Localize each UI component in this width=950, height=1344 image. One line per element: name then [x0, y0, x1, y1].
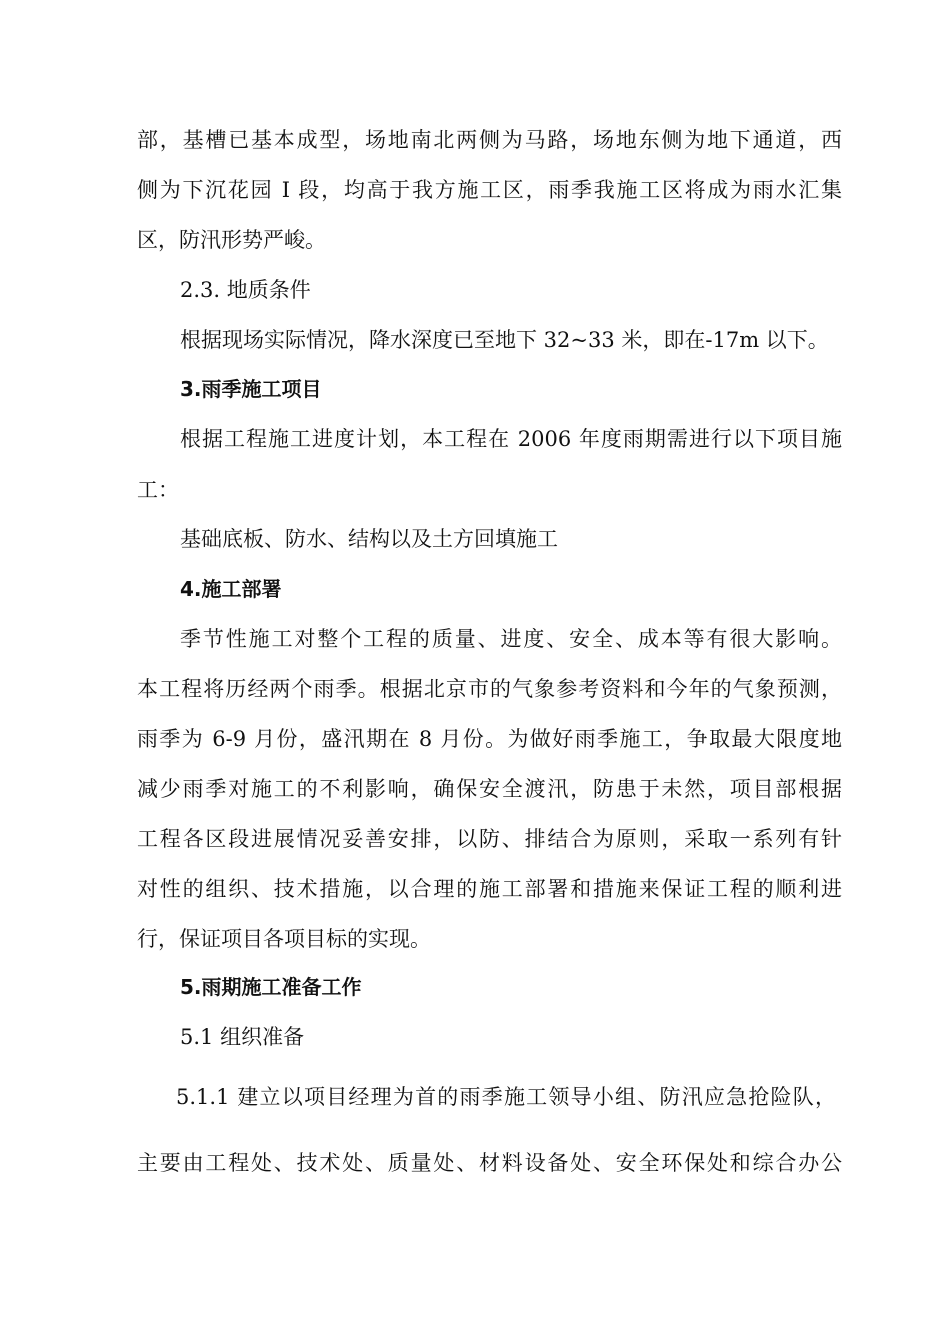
body-text-line: 行，保证项目各项目标的实现。: [137, 927, 431, 951]
body-text-line: 季节性施工对整个工程的质量、进度、安全、成本等有很大影响。: [180, 627, 842, 651]
body-text-line: 基础底板、防水、结构以及土方回填施工: [180, 527, 558, 551]
section-heading-3: 3.雨季施工项目: [180, 377, 322, 401]
body-text-line: 5.1.1 建立以项目经理为首的雨季施工领导小组、防汛应急抢险队，: [176, 1085, 836, 1109]
body-text-line: 侧为下沉花园 I 段，均高于我方施工区，雨季我施工区将成为雨水汇集: [137, 178, 842, 202]
body-text-line: 区，防汛形势严峻。: [137, 228, 326, 252]
body-text-line: 雨季为 6-9 月份，盛汛期在 8 月份。为做好雨季施工，争取最大限度地: [137, 727, 842, 751]
body-text-line: 工程各区段进展情况妥善安排，以防、排结合为原则，采取一系列有针: [137, 827, 842, 851]
body-text-line: 减少雨季对施工的不利影响，确保安全渡汛，防患于未然，项目部根据: [137, 777, 842, 801]
body-text-line: 工：: [137, 478, 179, 502]
section-heading-2-3: 2.3. 地质条件: [180, 278, 311, 302]
body-text-line: 部，基槽已基本成型，场地南北两侧为马路，场地东侧为地下通道，西: [137, 128, 842, 152]
body-text-line: 根据现场实际情况，降水深度已至地下 32~33 米，即在-17m 以下。: [180, 328, 829, 352]
section-heading-4: 4.施工部署: [180, 577, 282, 601]
body-text-line: 主要由工程处、技术处、质量处、材料设备处、安全环保处和综合办公: [137, 1151, 842, 1175]
section-heading-5: 5.雨期施工准备工作: [180, 975, 362, 999]
body-text-line: 本工程将历经两个雨季。根据北京市的气象参考资料和今年的气象预测，: [137, 677, 842, 701]
body-text-line: 对性的组织、技术措施，以合理的施工部署和措施来保证工程的顺利进: [137, 877, 842, 901]
section-heading-5-1: 5.1 组织准备: [180, 1025, 305, 1049]
body-text-line: 根据工程施工进度计划，本工程在 2006 年度雨期需进行以下项目施: [180, 427, 842, 451]
